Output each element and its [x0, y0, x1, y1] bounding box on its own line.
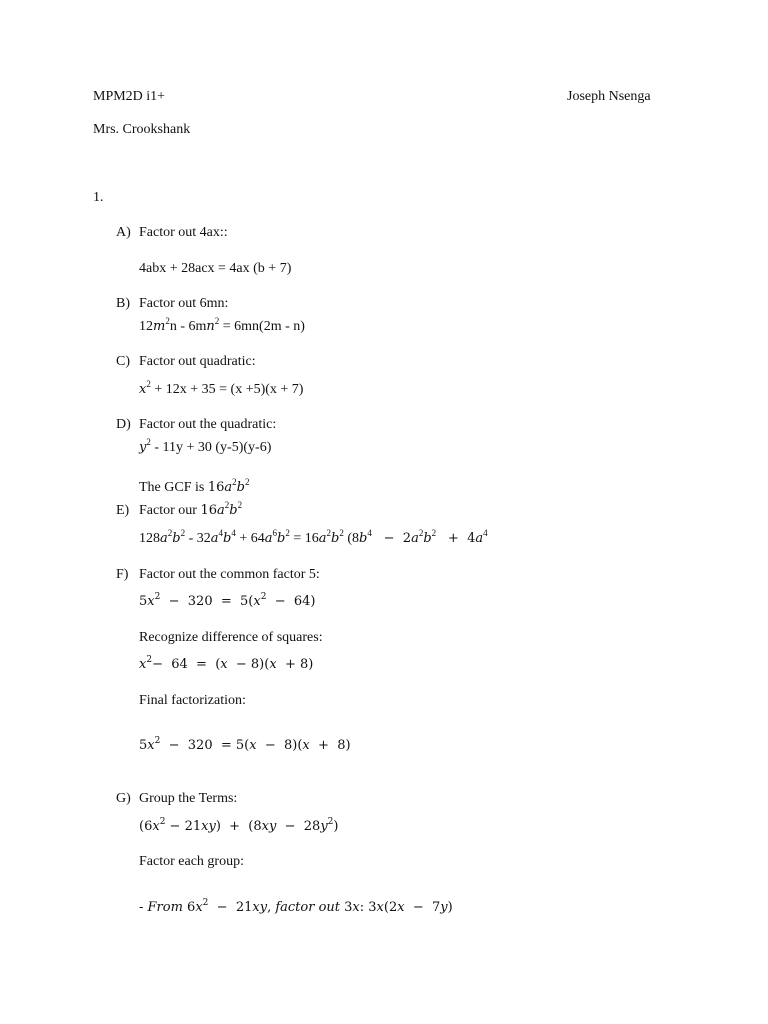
- part-c-instruction: Factor out quadratic:: [139, 354, 256, 369]
- part-d-instruction: Factor out the quadratic:: [139, 417, 277, 432]
- part-f-equation-3: $5x^2 - 320 = 5(x - 8)(x + 8)$: [139, 736, 351, 753]
- part-c-label: C): [116, 354, 130, 369]
- part-e-equation: $128a^2b^2 - 32a^4b^4 + 64a^6b^2 = 16a^2b^2$ ($8b^4 - 2a^2b^2 + 4a^4$: [139, 528, 488, 546]
- part-f-equation-2: $x^2- 64 = (x - 8)(x + 8)$: [139, 655, 314, 672]
- part-b-equation: $12m^2n - 6mn^2 = 6mn(2m - n)$: [139, 316, 305, 334]
- part-f-instruction: Factor out the common factor 5:: [139, 567, 320, 582]
- part-d-label: D): [116, 417, 131, 432]
- part-f-step3: Final factorization:: [139, 693, 246, 708]
- part-d-gcf: The GCF is $16a^2b^2$: [139, 477, 250, 495]
- part-e-instruction-row: Factor our $16a^2b^2$: [139, 500, 243, 518]
- gcf-text: The GCF is: [139, 480, 205, 495]
- part-g-instruction: Group the Terms:: [139, 791, 238, 806]
- part-f-label: F): [116, 567, 129, 582]
- part-a-label: A): [116, 225, 131, 240]
- part-b-label: B): [116, 296, 130, 311]
- part-d-equation: $y^2 - 11y + 30$ (y-5)(y-6): [139, 437, 272, 455]
- course-code: MPM2D i1+: [93, 89, 166, 104]
- part-g-equation-2: - From $6x^2 - 21xy$, factor out 3x: 3x(2x − 7y): [139, 898, 453, 915]
- part-f-equation-1: $5x^2 - 320 = 5(x^2 - 64)$: [139, 592, 316, 609]
- part-g-step2: Factor each group:: [139, 854, 244, 869]
- part-g-label: G): [116, 791, 131, 806]
- part-f-step2: Recognize difference of squares:: [139, 630, 323, 645]
- question-number: 1.: [93, 190, 104, 205]
- part-g-equation-1: $(6x^2 - 21xy) + (8xy - 28y^2)$: [139, 817, 339, 834]
- part-a-instruction: Factor out 4ax::: [139, 225, 228, 240]
- student-name: Joseph Nsenga: [567, 89, 651, 104]
- part-e-label: E): [116, 503, 130, 518]
- part-b-instruction: Factor out 6mn:: [139, 296, 229, 311]
- part-a-answer: 4abx + 28acx = 4ax (b + 7): [139, 261, 292, 276]
- teacher-name: Mrs. Crookshank: [93, 122, 191, 137]
- part-e-instruction: Factor our: [139, 503, 197, 518]
- part-c-equation: $x^2 + 12x + 35 = (x +5)(x + 7)$: [139, 379, 304, 397]
